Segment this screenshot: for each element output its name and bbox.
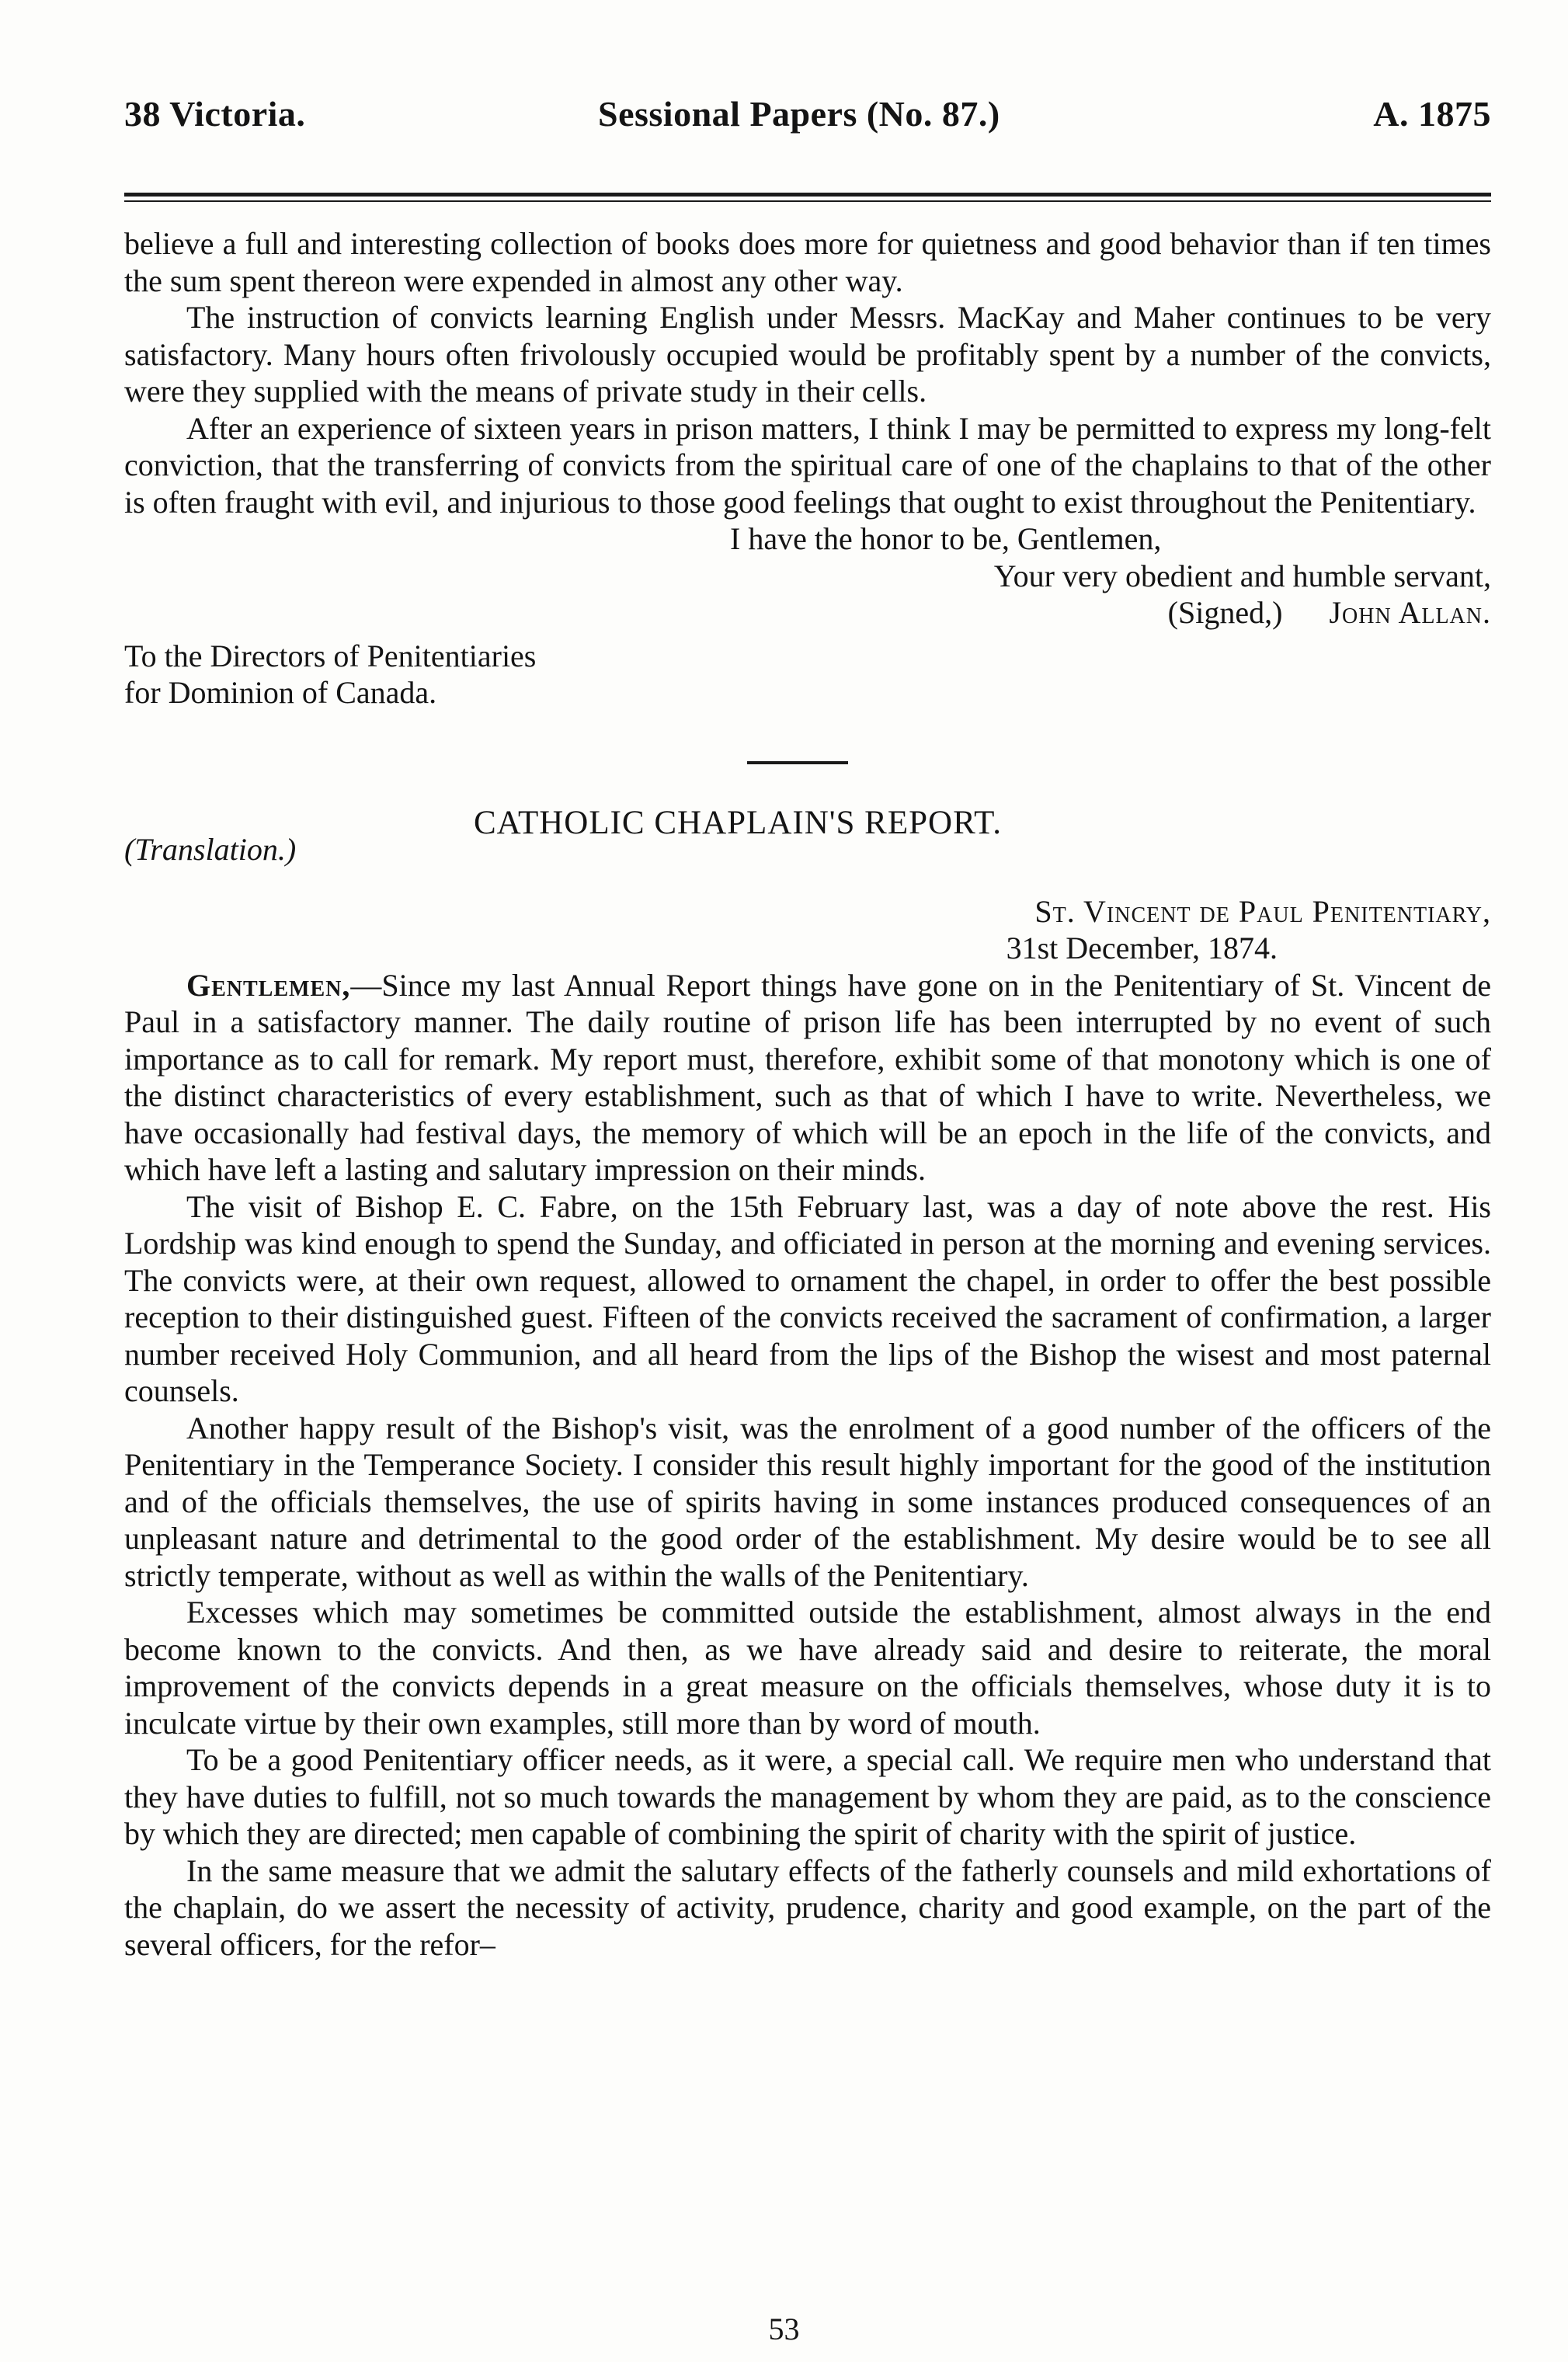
signer-name: John Allan.	[1329, 595, 1491, 630]
header-volume: 38 Victoria.	[124, 94, 306, 134]
report-date: 31st December, 1874.	[1006, 931, 1278, 965]
header-year: A. 1875	[1373, 94, 1491, 134]
signature-block	[124, 520, 1491, 631]
report-paragraph-text: —Since my last Annual Report things have gone on in the Penitentiary of St. Vincent de Paul in a satisfactory manner. The daily routine of prison life has been interrupted by no event of such importance as to call for remark. My report must, therefore, exhibit some of that monotony which is one of the distinct characteristics of every establishment, such as that of which I have to write. Nevertheless, we have occasionally had festival days, the memory of which will be an epoch in the life of the convicts, and which have left a lasting and salutary impression on their minds.	[124, 967, 1491, 1187]
addressee-line: To the Directors of Penitentiaries	[124, 638, 537, 673]
header-rule	[124, 193, 1491, 197]
closing-line: I have the honor to be, Gentlemen,	[730, 521, 1162, 556]
addressee-line: for Dominion of Canada.	[124, 675, 437, 710]
translation-note: (Translation.)	[124, 831, 297, 867]
header-title: Sessional Papers (No. 87.)	[598, 94, 1000, 134]
addressee	[124, 638, 1491, 711]
page-number: 53	[768, 2312, 800, 2346]
signed-label: (Signed,)	[1167, 595, 1283, 630]
salutation: Gentlemen,	[186, 967, 351, 1003]
letter-paragraph: believe a full and interesting collection of books does more for quietness and good behavior than if ten times the sum spent thereon were expended in almost any other way.	[124, 226, 1491, 298]
report-place: St. Vincent de Paul Penitentiary,	[1034, 893, 1491, 929]
report-paragraph: Excesses which may sometimes be committed outside the establishment, almost always in the end become known to the convicts. And then, as we have already said and desire to reiterate, the moral improvement of the convicts depends in a great measure on the officials themselves, whose duty it is to inculcate virtue by their own examples, still more than by word of mouth.	[124, 1595, 1491, 1741]
report-paragraph: To be a good Penitentiary officer needs, as it were, a special call. We require men who understand that they have duties to fulfill, not so much towards the management by whom they are paid, as to the conscience by which they are directed; men capable of combining the spirit of charity with the spirit of justice.	[124, 1742, 1491, 1851]
report-paragraph	[124, 967, 1491, 1188]
running-header	[124, 93, 1491, 155]
report-paragraph: Another happy result of the Bishop's visit, was the enrolment of a good number of the officers of the Penitentiary in the Temperance Society. I consider this result highly important for the good of the institution and of the officials themselves, the use of spirits having in some instances produced consequences of an unpleasant nature and detrimental to the good order of the establishment. My desire would be to see all strictly temperate, without as well as within the walls of the Penitentiary.	[124, 1410, 1491, 1593]
signed-line	[124, 594, 1491, 631]
report-title: CATHOLIC CHAPLAIN'S REPORT.	[474, 804, 1002, 841]
section-divider	[747, 761, 848, 764]
page-body	[124, 225, 1491, 1963]
letter-paragraph: After an experience of sixteen years in prison matters, I think I may be permitted to express my long-felt conviction, that the transferring of convicts from the spiritual care of one of the chaplains to that of the other is often fraught with evil, and injurious to those good feelings that ought to exist throughout the Penitentiary.	[124, 410, 1491, 520]
header-rule-thin	[124, 200, 1491, 202]
servant-line: Your very obedient and humble servant,	[993, 558, 1491, 593]
report-paragraph: In the same measure that we admit the salutary effects of the fatherly counsels and mild exhortations of the chaplain, do we assert the necessity of activity, prudence, charity and good example, on the part of the several officers, for the refor–	[124, 1852, 1491, 1962]
report-title-row	[124, 805, 1491, 890]
letter-paragraph: The instruction of convicts learning English under Messrs. MacKay and Maher continues to be very satisfactory. Many hours often frivolously occupied would be profitably spent by a number of the convicts, were they supplied with the means of private study in their cells.	[124, 300, 1491, 409]
report-paragraph: The visit of Bishop E. C. Fabre, on the 15th February last, was a day of note above the rest. His Lordship was kind enough to spend the Sunday, and officiated in person at the morning and evening services. The convicts were, at their own request, allowed to ornament the chapel, in order to offer the best possible reception to their distinguished guest. Fifteen of the convicts received the sacrament of confirmation, a larger number received Holy Communion, and all heard from the lips of the Bishop the wisest and most paternal counsels.	[124, 1188, 1491, 1408]
